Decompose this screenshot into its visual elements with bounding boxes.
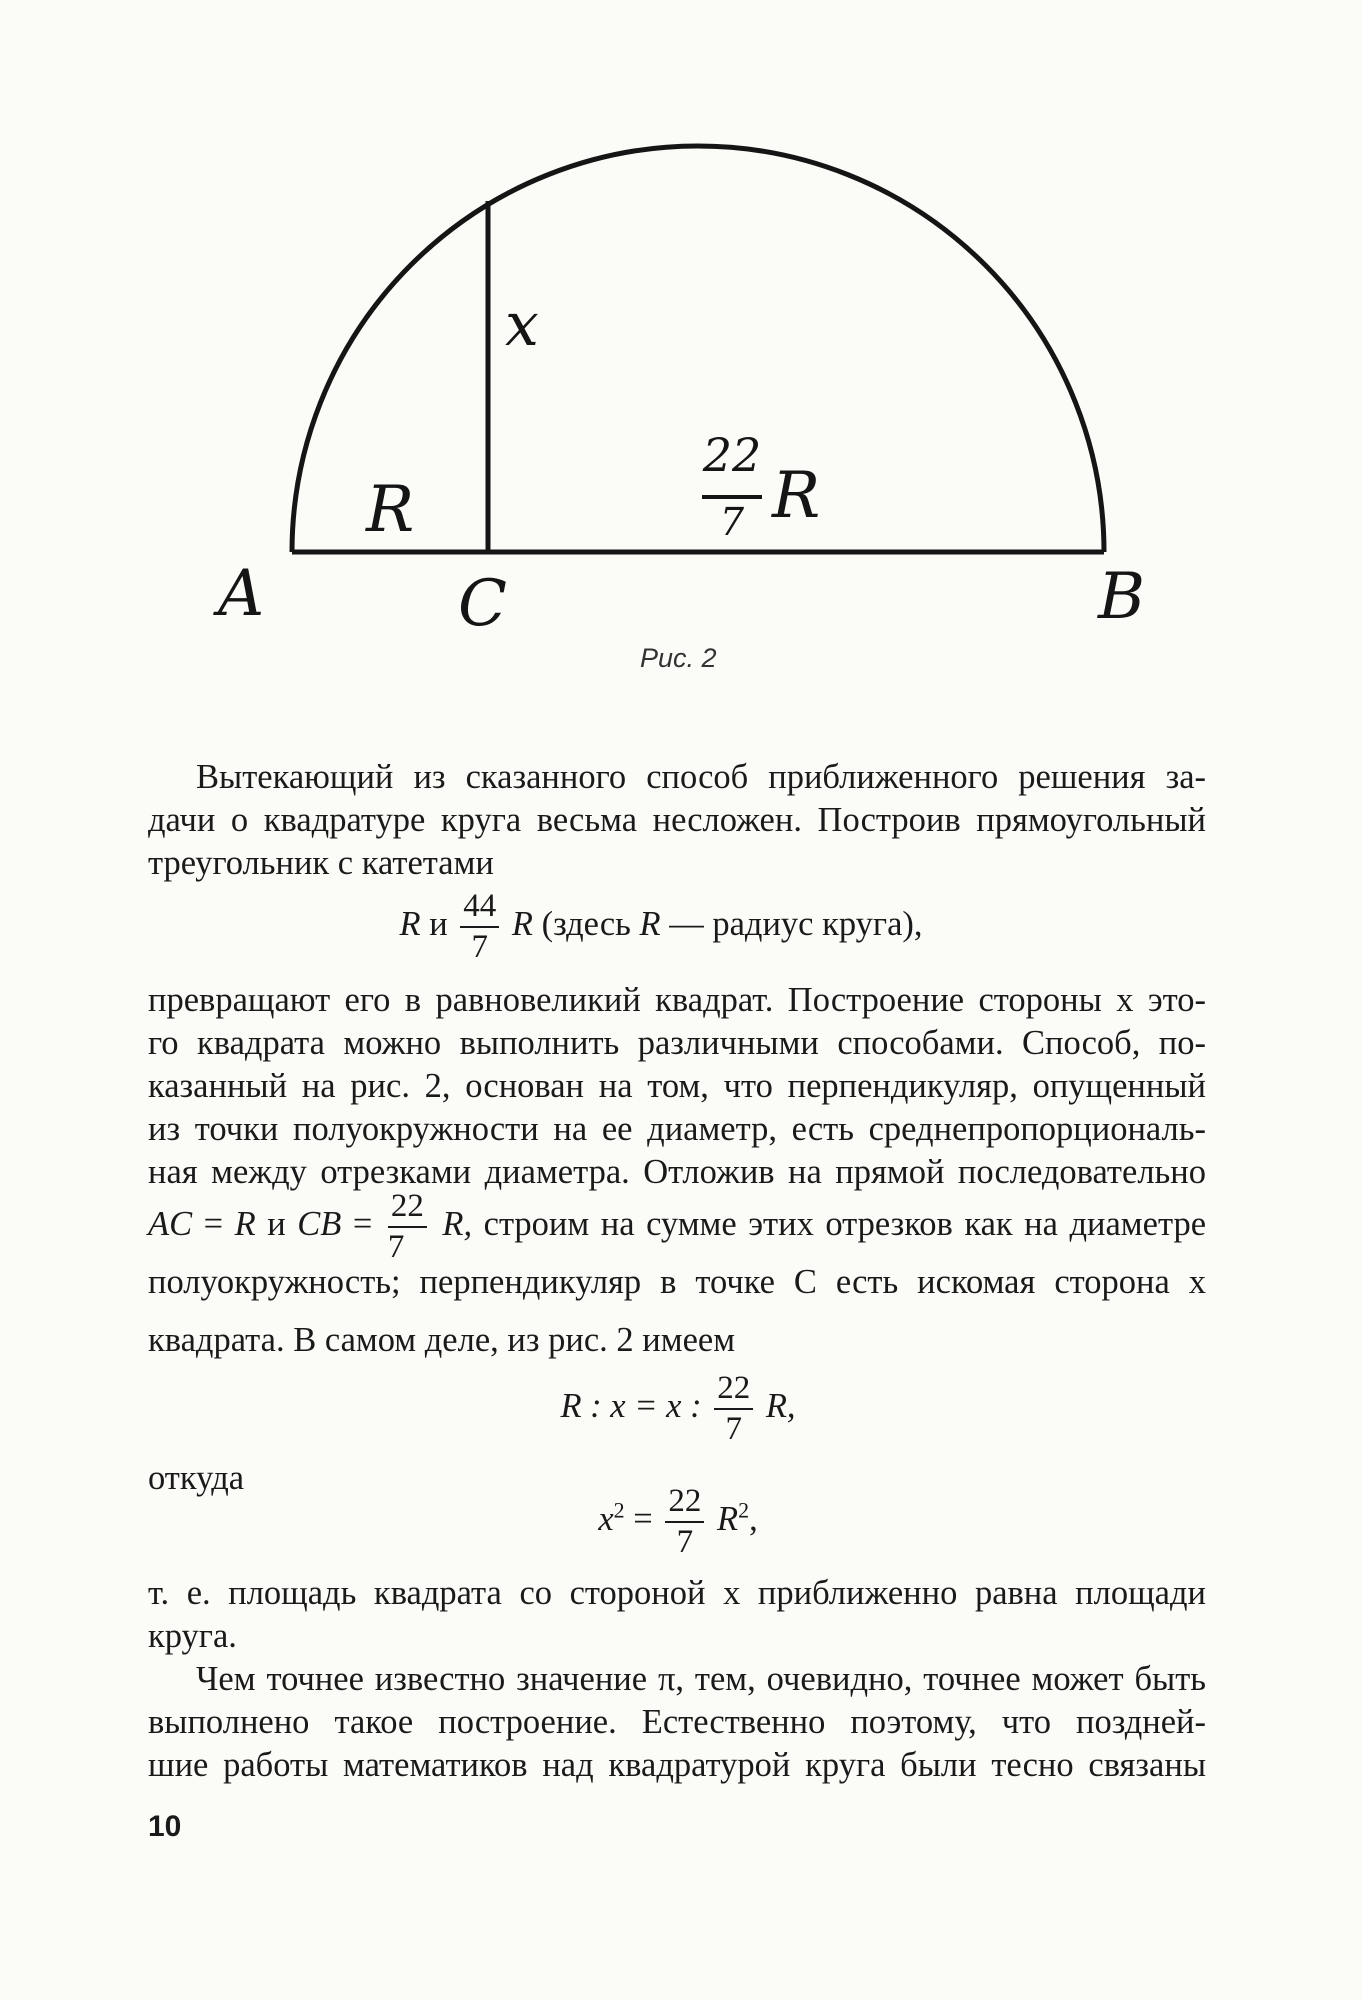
para2-line2: го квадрата можно выполнить различными способами. Способ, по- — [148, 1024, 1206, 1062]
para2-line7: полуокружность; перпендикуляр в точке C есть искомая сторона x — [148, 1263, 1206, 1301]
whence-text: откуда — [148, 1459, 245, 1497]
para2-line4: из точки полуокружности на ее диаметр, есть среднепропорциональ- — [148, 1110, 1206, 1148]
formula-square: $x^2$ = $\frac{22}{7}$ $R^2$, — [598, 1483, 758, 1560]
fraction-22-7-inline: $\frac{22}{7}$ — [388, 1190, 427, 1264]
para2-line5: ная между отрезками диаметра. Отложив на прямой последовательно — [148, 1153, 1206, 1191]
label-perpendicular-x: x — [505, 290, 539, 360]
para1-line3: треугольник с катетами — [148, 844, 494, 882]
formula-proportion: R : x = x : $\frac{22}{7}$ R, — [560, 1370, 796, 1447]
para1-line2: дачи о квадратуре круга весьма несложен. Построив прямоугольный — [148, 801, 1206, 839]
para2-line6: AC = R и CB = $\frac{22}{7}$ R, строим на сумме этих отрезков как на диаметре — [148, 1188, 1207, 1265]
label-segment-ac: R — [366, 473, 415, 547]
label-segment-cb-numerator: 22 — [702, 428, 762, 482]
page-number: 10 — [148, 1810, 182, 1843]
para4-line3: шие работы математиков над квадратурой круга были тесно связаны — [148, 1746, 1206, 1784]
fraction-22-7-square: $\frac{22}{7}$ — [665, 1485, 704, 1559]
fraction-22-7-proportion: $\frac{22}{7}$ — [714, 1372, 753, 1446]
label-segment-cb-denominator: 7 — [719, 500, 745, 544]
semicircle-diagram — [0, 0, 1362, 700]
para3-line1: т. е. площадь квадрата со стороной x приближенно равна площади — [148, 1574, 1206, 1612]
para4-line1: Чем точнее известно значение π, тем, очевидно, точнее может быть — [196, 1660, 1206, 1698]
label-point-c: C — [458, 567, 507, 641]
label-point-b: B — [1098, 560, 1146, 634]
label-segment-cb-var: R — [772, 459, 821, 533]
fraction-44-7: $\frac{44}{7}$ — [460, 890, 499, 964]
label-point-a: A — [218, 557, 265, 631]
para2-line1: превращают его в равновеликий квадрат. Построение стороны x это- — [148, 981, 1206, 1019]
para3-line2: круга. — [148, 1617, 237, 1655]
para2-line8: квадрата. В самом деле, из рис. 2 имеем — [148, 1321, 736, 1359]
figure-caption: Рис. 2 — [640, 643, 717, 673]
para2-line3: казанный на рис. 2, основан на том, что перпендикуляр, опущенный — [148, 1067, 1206, 1105]
para1-line1: Вытекающий из сказанного способ приближенного решения за- — [196, 758, 1206, 796]
para4-line2: выполнено такое построение. Естественно поэтому, что поздней- — [148, 1703, 1206, 1741]
figure-semicircle — [0, 0, 1362, 700]
formula-legs: R и $\frac{44}{7}$ R (здесь R — радиус круга), — [399, 888, 923, 965]
